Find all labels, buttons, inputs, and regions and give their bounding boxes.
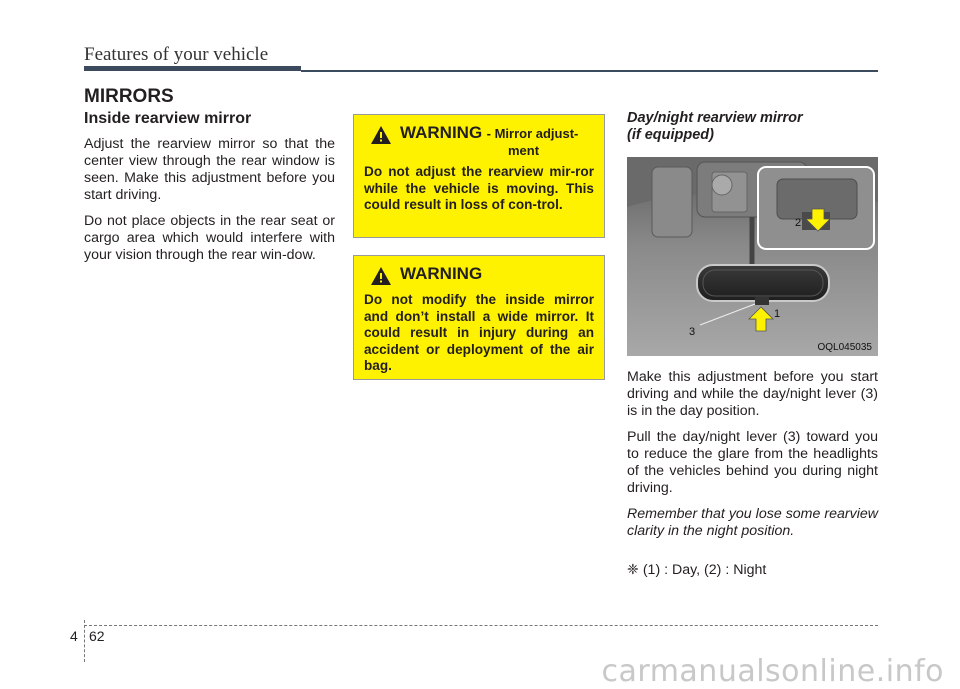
callout-3: 3 (689, 326, 696, 338)
header-accent-bar (84, 66, 301, 71)
page-number: 62 (89, 628, 105, 644)
day-night-paragraph: Make this adjustment before you start driving and while the day/night lever (3) is in the day position. (627, 369, 878, 419)
day-night-note: Remember that you lose some rearview clarity in the night position. (627, 506, 878, 539)
callout-1: 1 (774, 308, 781, 320)
watermark-text: carmanualsonline.info (601, 654, 944, 689)
chapter-number: 4 (70, 628, 78, 644)
day-night-paragraph: Pull the day/night lever (3) toward you to reduce the glare from the headlights of the vehicles behind you during night driving. (627, 429, 878, 496)
warning-box-modify (353, 255, 605, 380)
footer-divider (84, 620, 85, 662)
callout-2: 2 (795, 217, 802, 229)
warning-header (364, 264, 594, 286)
inside-mirror-column (84, 110, 335, 273)
mirror-photo-drawing (627, 157, 878, 356)
warning-text: Do not modify the inside mirror and don’t install a wide mirror. It could result in injury during an accident or deployment of the air bag. (364, 292, 594, 373)
page-header-title: Features of your vehicle (84, 44, 269, 65)
warning-title: WARNING (400, 123, 483, 142)
day-night-heading-qualifier: (if equipped) (627, 127, 714, 143)
warning-subtitle: - Mirror adjust- (486, 126, 579, 141)
day-night-heading-block (627, 110, 878, 144)
warning-title: WARNING (400, 264, 483, 283)
day-night-heading: Day/night rearview mirror (627, 110, 803, 126)
warning-header (364, 123, 594, 158)
day-night-legend: ❈ (1) : Day, (2) : Night (627, 562, 767, 578)
warning-box-adjust (353, 114, 605, 238)
warning-triangle-icon (370, 266, 392, 286)
warning-triangle-icon (370, 125, 392, 145)
header-rule (301, 70, 878, 72)
footer-rule (84, 625, 878, 626)
image-code: OQL045035 (817, 342, 872, 353)
day-night-body (627, 369, 878, 588)
warning-text: Do not adjust the rearview mir-ror while the vehicle is moving. This could result in loss of con-trol. (364, 164, 594, 212)
warning-subtitle-cont: ment (508, 143, 540, 158)
inside-mirror-paragraph: Adjust the rearview mirror so that the center view through the rear window is seen. Make this adjustment before you start driving. (84, 136, 335, 203)
section-title: MIRRORS (84, 86, 174, 107)
inside-mirror-heading: Inside rearview mirror (84, 110, 252, 127)
mirror-illustration (627, 157, 878, 356)
inside-mirror-paragraph: Do not place objects in the rear seat or cargo area which would interfere with your vision through the rear win-dow. (84, 213, 335, 263)
